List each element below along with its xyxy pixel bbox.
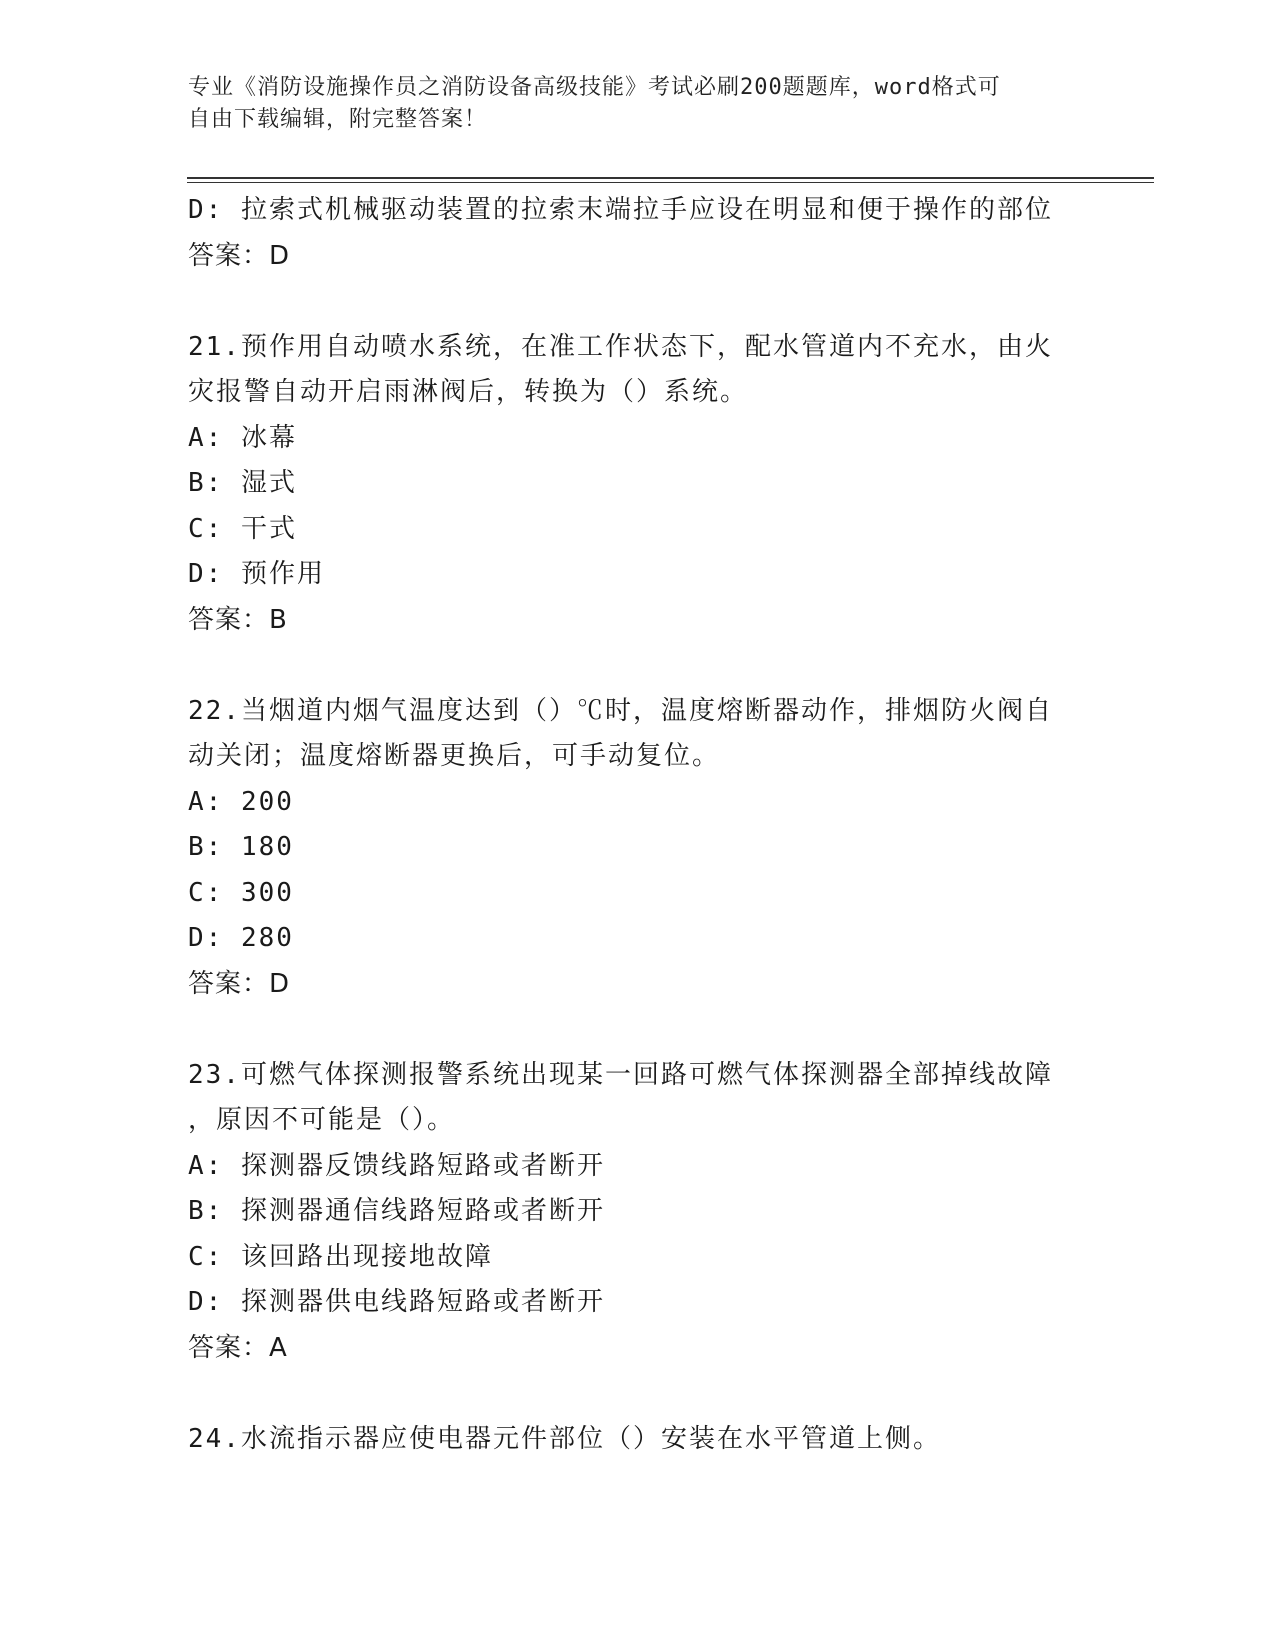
answer: 答案：A [188, 1332, 288, 1363]
option-d: D: 预作用 [188, 559, 325, 589]
spacer [188, 643, 1088, 689]
option-b: B: 探测器通信线路短路或者断开 [188, 1196, 605, 1226]
header-divider-thick [187, 177, 1154, 179]
option-c: C: 该回路出现接地故障 [188, 1241, 493, 1272]
header-title-line-1: 专业《消防设施操作员之消防设备高级技能》考试必刷200题题库，word格式可 [188, 75, 1001, 100]
option-a: A: 探测器反馈线路短路或者断开 [188, 1150, 605, 1181]
question-23 [188, 1053, 1088, 1372]
question-text-line-1: 23.可燃气体探测报警系统出现某一回路可燃气体探测器全部掉线故障 [188, 1059, 1053, 1090]
option-d: D: 280 [188, 923, 294, 953]
question-text-line-1: 22.当烟道内烟气温度达到（）℃时，温度熔断器动作，排烟防火阀自 [188, 695, 1053, 726]
question-21 [188, 325, 1088, 644]
question-text-line-2: ，原因不可能是（）。 [188, 1105, 456, 1135]
question-20-tail [188, 188, 1088, 279]
option-a: A: 冰幕 [188, 422, 297, 453]
question-text-line-1: 24.水流指示器应使电器元件部位（）安装在水平管道上侧。 [188, 1423, 941, 1454]
header-divider-thin [187, 182, 1154, 183]
option-a: A: 200 [188, 786, 294, 817]
option-b: B: 180 [188, 832, 294, 862]
answer: 答案：D [188, 240, 291, 271]
spacer [188, 279, 1088, 325]
option-d: D: 探测器供电线路短路或者断开 [188, 1287, 605, 1317]
question-22 [188, 689, 1088, 1008]
answer: 答案：B [188, 604, 288, 635]
page-header [188, 72, 1068, 136]
question-text-line-2: 灾报警自动开启雨淋阀后，转换为（）系统。 [188, 377, 749, 407]
question-list [188, 188, 1088, 1462]
option-b: B: 湿式 [188, 468, 297, 498]
question-text-line-1: 21.预作用自动喷水系统，在准工作状态下，配水管道内不充水，由火 [188, 331, 1053, 362]
spacer [188, 1371, 1088, 1417]
answer: 答案：D [188, 968, 291, 999]
option-c: C: 干式 [188, 513, 297, 544]
header-title-line-2: 自由下载编辑，附完整答案！ [188, 107, 488, 132]
question-24 [188, 1417, 1088, 1463]
option-d: D: 拉索式机械驱动装置的拉索末端拉手应设在明显和便于操作的部位 [188, 195, 1053, 225]
option-c: C: 300 [188, 877, 294, 908]
spacer [188, 1007, 1088, 1053]
question-text-line-2: 动关闭；温度熔断器更换后，可手动复位。 [188, 741, 721, 771]
